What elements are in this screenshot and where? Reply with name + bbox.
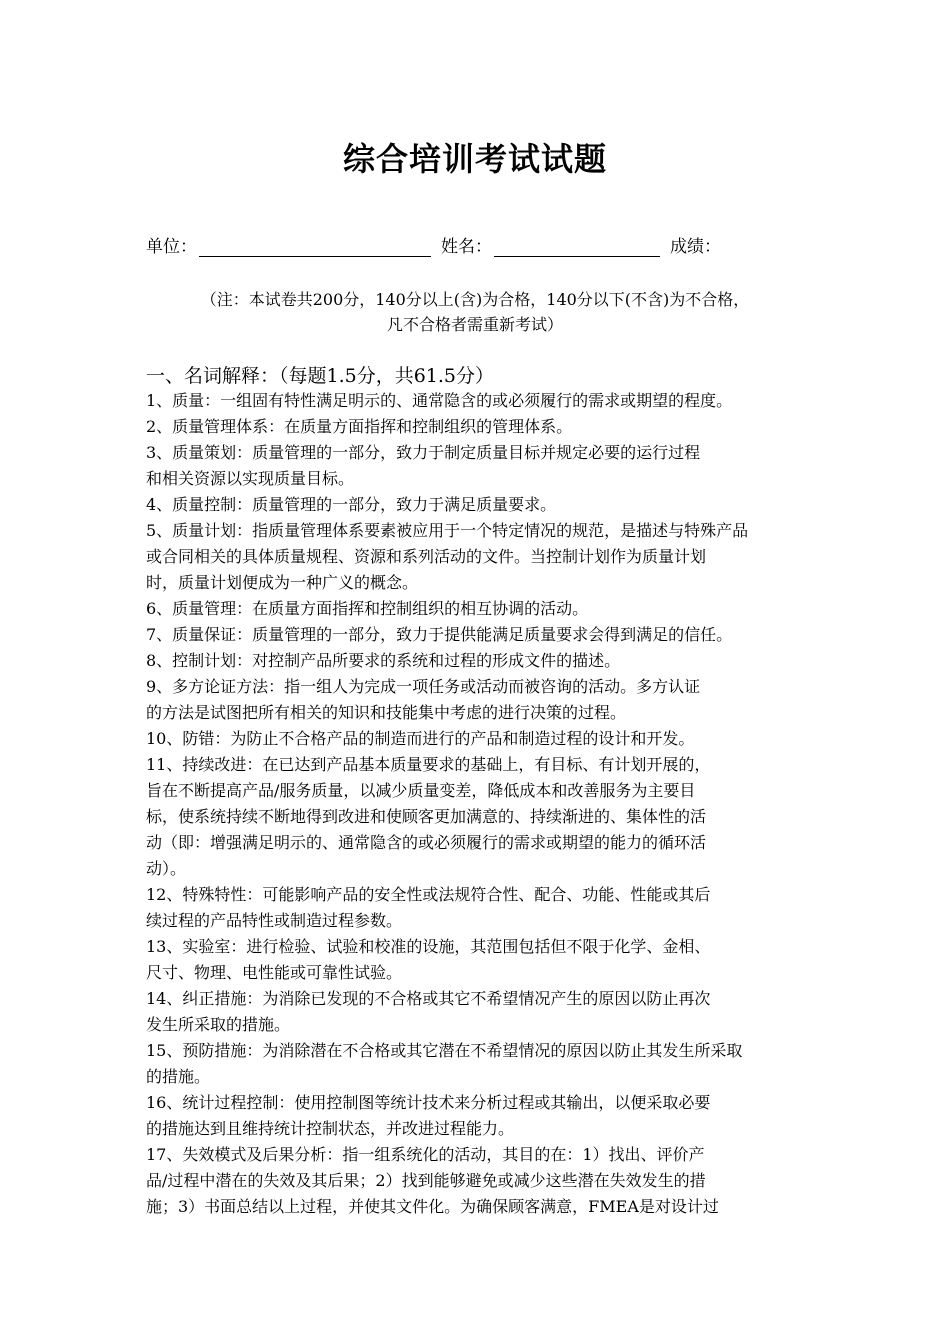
- text-line: 4、质量控制：质量管理的一部分，致力于满足质量要求。: [146, 495, 557, 514]
- page-title: 综合培训考试试题: [342, 140, 607, 178]
- unit-field[interactable]: [199, 236, 431, 257]
- text-line: 5、质量计划：指质量管理体系要素被应用于一个特定情况的规范，是描述与特殊产品: [146, 521, 749, 540]
- text-line: 的方法是试图把所有相关的知识和技能集中考虑的进行决策的过程。: [146, 703, 627, 722]
- text-line: 动（即：增强满足明示的、通常隐含的或必须履行的需求或期望的能力的循环活: [146, 833, 707, 852]
- text-line: 9、多方论证方法：指一组人为完成一项任务或活动而被咨询的活动。多方认证: [146, 677, 701, 696]
- text-line: 1、质量：一组固有特性满足明示的、通常隐含的或必须履行的需求或期望的程度。: [146, 391, 733, 410]
- definitions-list: [146, 388, 906, 1220]
- text-line: 时，质量计划便成为一种广义的概念。: [146, 573, 419, 592]
- name-field[interactable]: [494, 236, 660, 257]
- info-row: [146, 232, 721, 257]
- unit-label: 单位：: [146, 237, 197, 257]
- text-line: 动）。: [146, 859, 187, 878]
- text-line: 和相关资源以实现质量目标。: [146, 469, 355, 488]
- score-label: 成绩：: [670, 237, 721, 257]
- text-line: 的措施达到且维持统计控制状态，并改进过程能力。: [146, 1119, 515, 1138]
- text-line: 11、持续改进：在已达到产品基本质量要求的基础上，有目标、有计划开展的，: [146, 755, 711, 774]
- text-line: 或合同相关的具体质量规程、资源和系列活动的文件。当控制计划作为质量计划: [146, 547, 707, 566]
- text-line: 续过程的产品特性或制造过程参数。: [146, 911, 403, 930]
- section-heading: 一、名词解释：（每题1.5分，共61.5分）: [146, 365, 495, 387]
- text-line: 标，使系统持续不断地得到改进和使顾客更加满意的、持续渐进的、集体性的活: [146, 807, 707, 826]
- text-line: 发生所采取的措施。: [146, 1015, 291, 1034]
- text-line: 16、统计过程控制：使用控制图等统计技术来分析过程或其输出，以便采取必要: [146, 1093, 711, 1112]
- text-line: 施；3）书面总结以上过程，并使其文件化。为确保顾客满意，FMEA是对设计过: [146, 1197, 719, 1216]
- text-line: 3、质量策划：质量管理的一部分，致力于制定质量目标并规定必要的运行过程: [146, 443, 701, 462]
- text-line: 17、失效模式及后果分析：指一组系统化的活动，其目的在：1）找出、评价产: [146, 1145, 705, 1164]
- exam-note-line-2: 凡不合格者需重新考试）: [386, 315, 563, 334]
- exam-note-line-1: （注：本试卷共200分，140分以上(含)为合格，140分以下(不含)为不合格，: [200, 290, 750, 309]
- text-line: 8、控制计划：对控制产品所要求的系统和过程的形成文件的描述。: [146, 651, 621, 670]
- text-line: 13、实验室：进行检验、试验和校准的设施，其范围包括但不限于化学、金相、: [146, 937, 711, 956]
- text-line: 10、防错：为防止不合格产品的制造而进行的产品和制造过程的设计和开发。: [146, 729, 695, 748]
- text-line: 尺寸、物理、电性能或可靠性试验。: [146, 963, 403, 982]
- text-line: 7、质量保证：质量管理的一部分，致力于提供能满足质量要求会得到满足的信任。: [146, 625, 733, 644]
- text-line: 的措施。: [146, 1067, 211, 1086]
- text-line: 2、质量管理体系：在质量方面指挥和控制组织的管理体系。: [146, 417, 573, 436]
- text-line: 12、特殊特性：可能影响产品的安全性或法规符合性、配合、功能、性能或其后: [146, 885, 711, 904]
- text-line: 6、质量管理：在质量方面指挥和控制组织的相互协调的活动。: [146, 599, 589, 618]
- text-line: 旨在不断提高产品/服务质量，以减少质量变差，降低成本和改善服务为主要目: [146, 781, 696, 800]
- name-label: 姓名：: [441, 237, 492, 257]
- text-line: 15、预防措施：为消除潜在不合格或其它潜在不希望情况的原因以防止其发生所采取: [146, 1041, 743, 1060]
- text-line: 品/过程中潜在的失效及其后果；2）找到能够避免或减少这些潜在失效发生的措: [146, 1171, 706, 1190]
- text-line: 14、纠正措施：为消除已发现的不合格或其它不希望情况产生的原因以防止再次: [146, 989, 711, 1008]
